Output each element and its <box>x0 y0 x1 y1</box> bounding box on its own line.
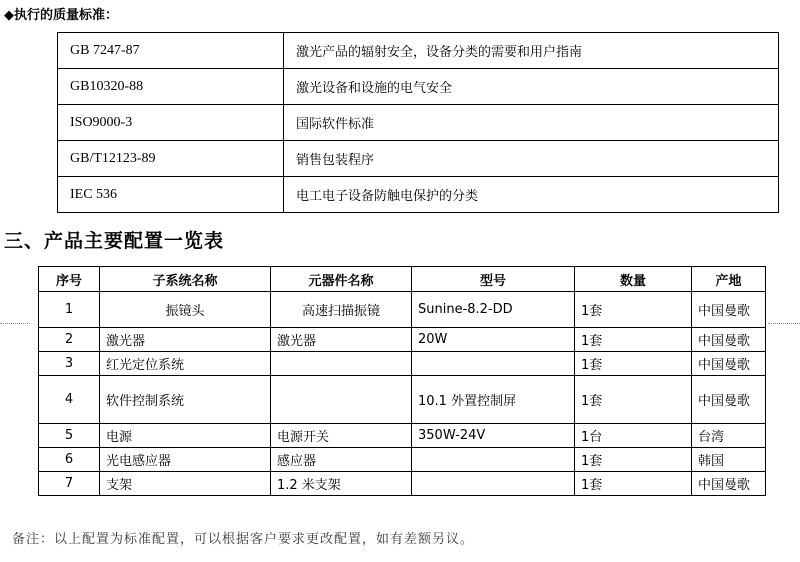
component-name: 1.2 米支架 <box>271 472 412 496</box>
quantity: 1套 <box>575 448 692 472</box>
quantity: 1套 <box>575 292 692 328</box>
standard-description: 激光设备和设施的电气安全 <box>284 69 779 105</box>
standard-code: ISO9000-3 <box>58 105 284 141</box>
subsystem-name: 软件控制系统 <box>100 376 271 424</box>
standard-row <box>58 105 779 141</box>
standard-description: 国际软件标准 <box>284 105 779 141</box>
config-row <box>39 472 766 496</box>
quantity: 1台 <box>575 424 692 448</box>
component-name: 电源开关 <box>271 424 412 448</box>
subsystem-name: 电源 <box>100 424 271 448</box>
quantity: 1套 <box>575 352 692 376</box>
model <box>412 472 575 496</box>
subsystem-name: 红光定位系统 <box>100 352 271 376</box>
quality-standards-heading: ◆执行的质量标准： <box>4 8 118 23</box>
standard-row <box>58 33 779 69</box>
subsystem-name: 振镜头 <box>100 292 271 328</box>
header-col-subsystem: 子系统名称 <box>100 267 271 292</box>
config-table <box>38 266 766 496</box>
component-name <box>271 352 412 376</box>
component-name: 激光器 <box>271 328 412 352</box>
config-row <box>39 448 766 472</box>
origin: 中国曼歌 <box>692 472 766 496</box>
standard-code: IEC 536 <box>58 177 284 213</box>
row-index: 2 <box>39 328 100 352</box>
model <box>412 448 575 472</box>
model <box>412 352 575 376</box>
model: 350W-24V <box>412 424 575 448</box>
header-col-origin: 产地 <box>692 267 766 292</box>
remark-note: 备注：以上配置为标准配置，可以根据客户要求更改配置，如有差额另议。 <box>12 532 475 547</box>
origin: 中国曼歌 <box>692 328 766 352</box>
config-list-heading: 三、产品主要配置一览表 <box>4 230 225 252</box>
model: 10.1 外置控制屏 <box>412 376 575 424</box>
component-name <box>271 376 412 424</box>
origin: 台湾 <box>692 424 766 448</box>
row-index: 5 <box>39 424 100 448</box>
component-name: 感应器 <box>271 448 412 472</box>
standard-code: GB 7247-87 <box>58 33 284 69</box>
config-row <box>39 292 766 328</box>
standard-row <box>58 141 779 177</box>
config-row <box>39 424 766 448</box>
row-index: 4 <box>39 376 100 424</box>
component-name: 高速扫描振镜 <box>271 292 412 328</box>
config-row <box>39 376 766 424</box>
header-col-model: 型号 <box>412 267 575 292</box>
row-index: 6 <box>39 448 100 472</box>
standard-description: 激光产品的辐射安全，设备分类的需要和用户指南 <box>284 33 779 69</box>
origin: 中国曼歌 <box>692 376 766 424</box>
standard-row <box>58 69 779 105</box>
quantity: 1套 <box>575 472 692 496</box>
quantity: 1套 <box>575 328 692 352</box>
origin: 韩国 <box>692 448 766 472</box>
standard-description: 销售包装程序 <box>284 141 779 177</box>
config-row <box>39 328 766 352</box>
dotted-rule-right <box>768 323 800 324</box>
dotted-rule-left <box>0 323 30 324</box>
origin: 中国曼歌 <box>692 352 766 376</box>
standard-code: GB/T12123-89 <box>58 141 284 177</box>
standard-description: 电工电子设备防触电保护的分类 <box>284 177 779 213</box>
quantity: 1套 <box>575 376 692 424</box>
standards-table <box>57 32 779 213</box>
origin: 中国曼歌 <box>692 292 766 328</box>
config-row <box>39 352 766 376</box>
header-col-index: 序号 <box>39 267 100 292</box>
header-col-component: 元器件名称 <box>271 267 412 292</box>
standard-code: GB10320-88 <box>58 69 284 105</box>
subsystem-name: 支架 <box>100 472 271 496</box>
standard-row <box>58 177 779 213</box>
subsystem-name: 光电感应器 <box>100 448 271 472</box>
row-index: 7 <box>39 472 100 496</box>
row-index: 1 <box>39 292 100 328</box>
header-col-quantity: 数量 <box>575 267 692 292</box>
config-table-header-row <box>39 267 766 292</box>
model: 20W <box>412 328 575 352</box>
subsystem-name: 激光器 <box>100 328 271 352</box>
row-index: 3 <box>39 352 100 376</box>
model: Sunine-8.2-DD <box>412 292 575 328</box>
